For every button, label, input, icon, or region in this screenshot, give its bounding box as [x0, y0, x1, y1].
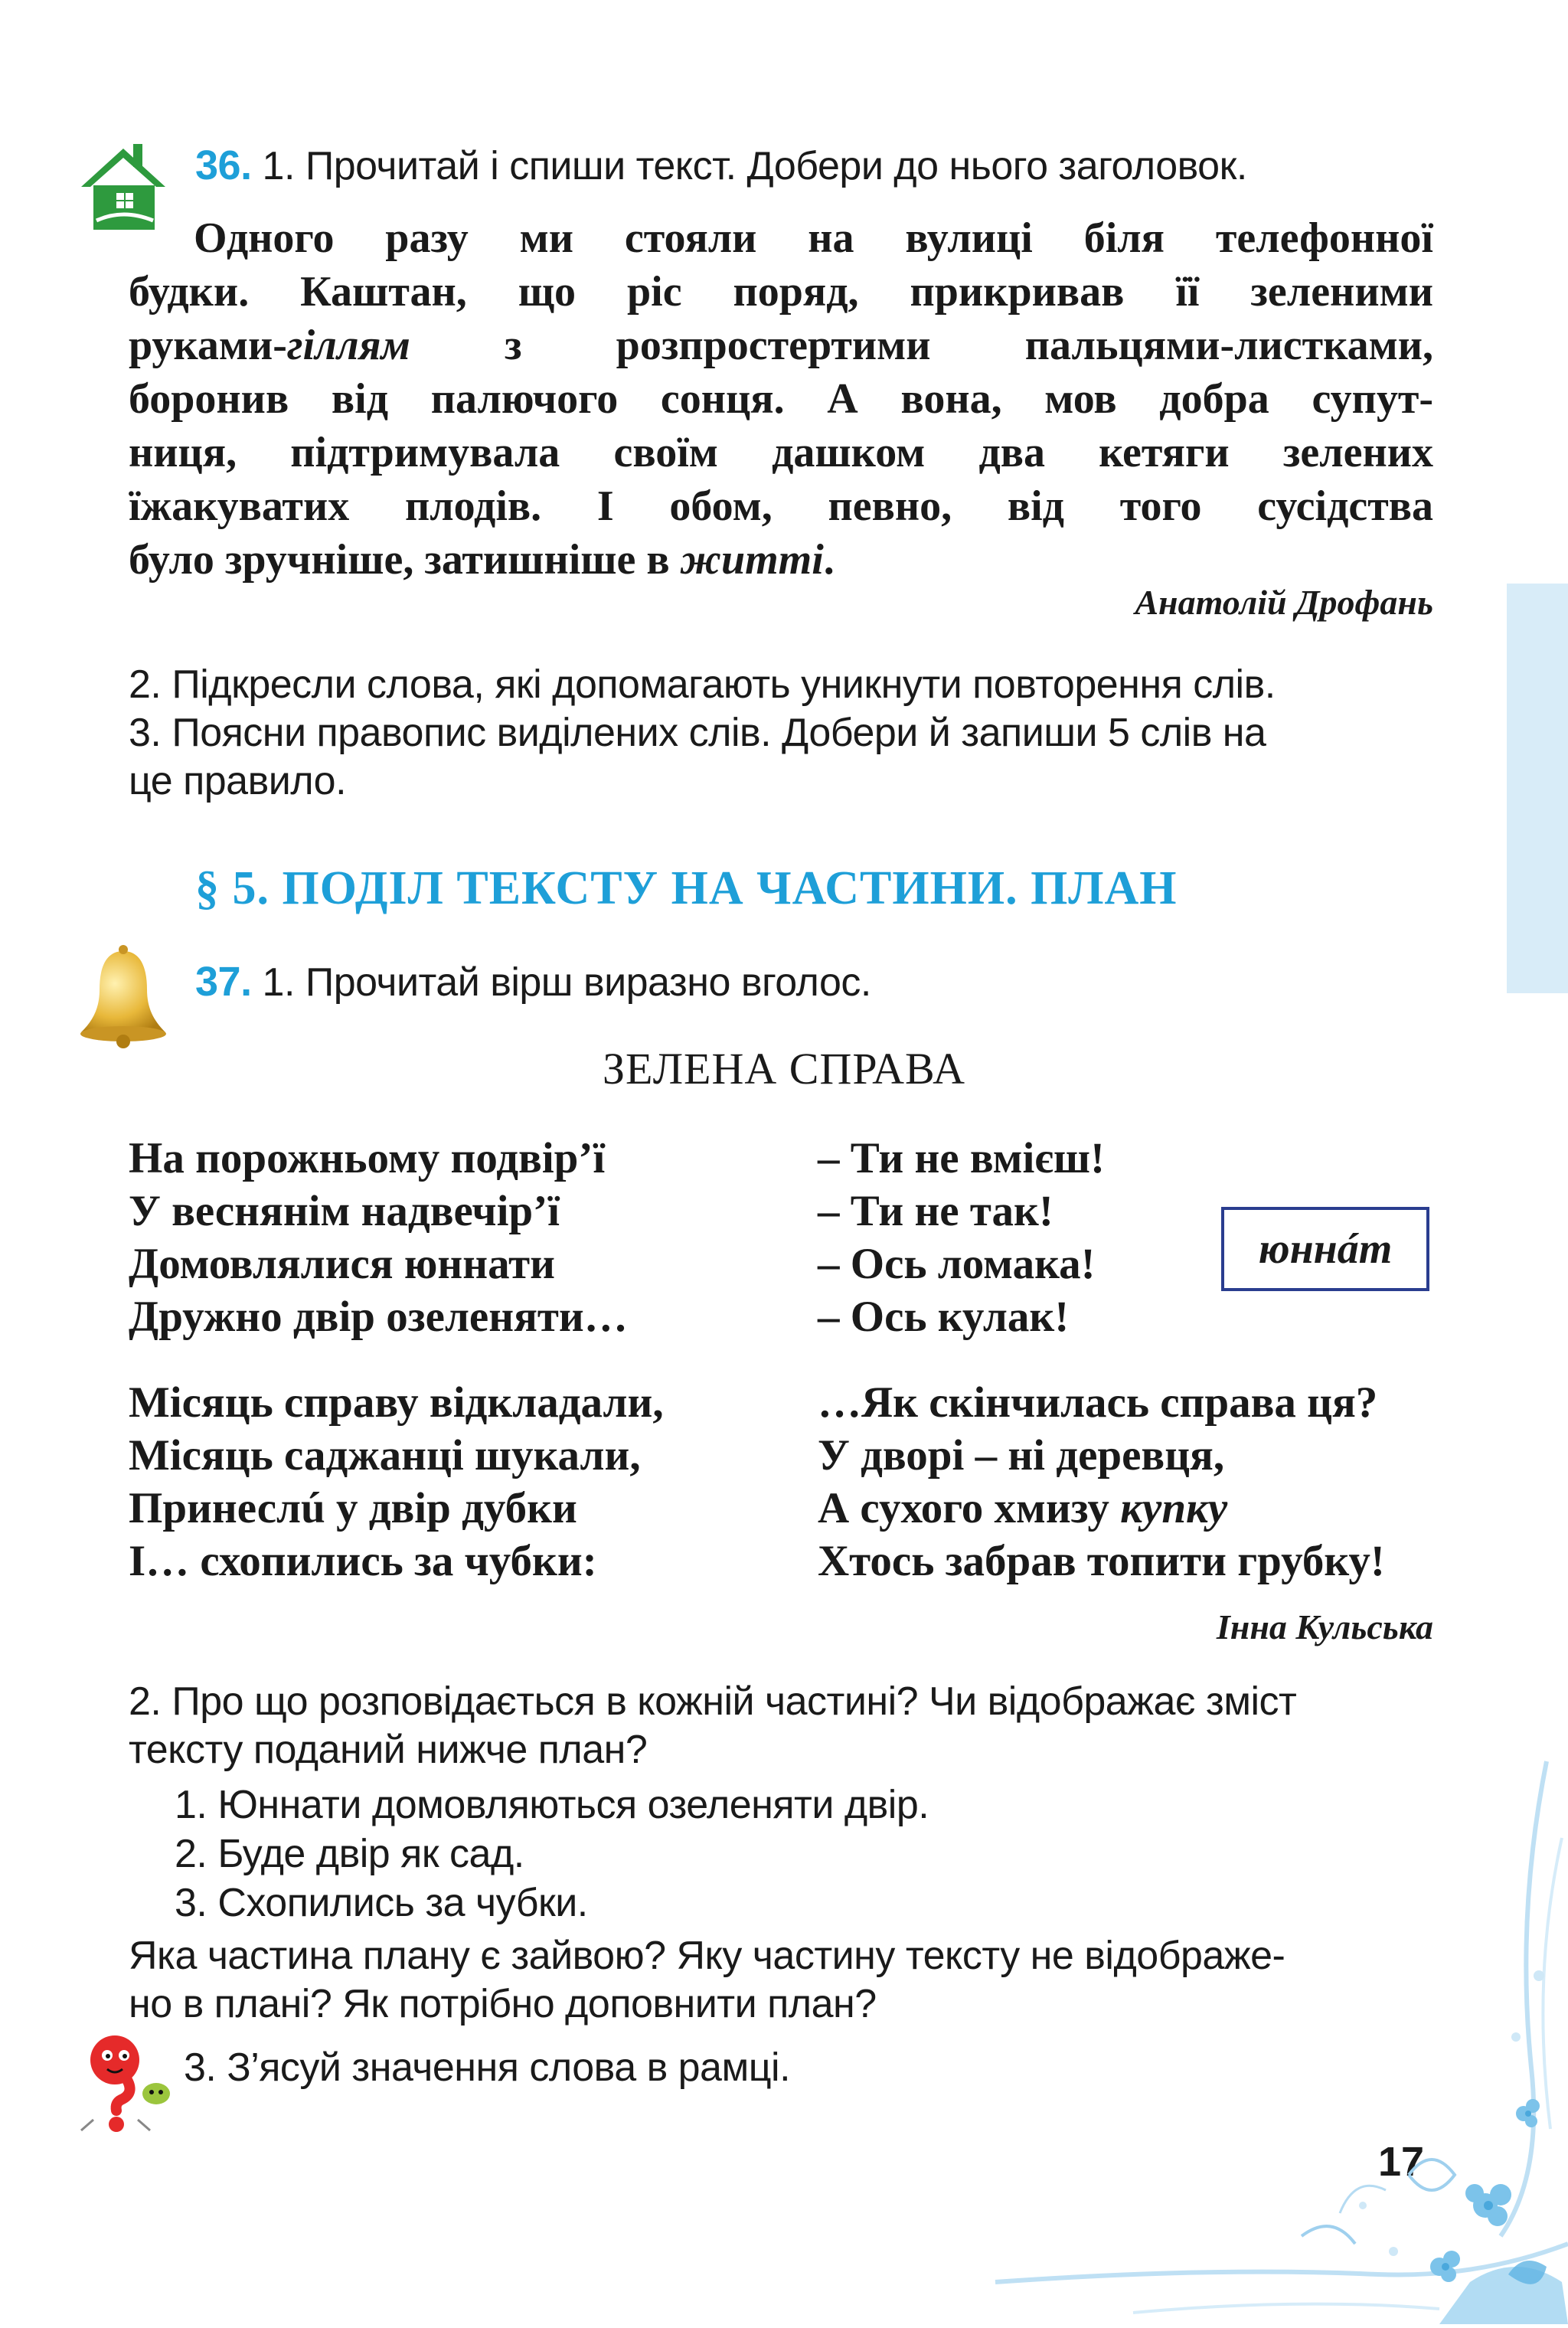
ex36-line-4: боронив від палючого сонця. А вона, мов добра супут- [129, 375, 1433, 423]
ex36-line-7a: було зручніше, затишніше в [129, 536, 681, 584]
side-tab-decoration [1507, 584, 1568, 993]
plan-item: 2. Буде двір як сад. [175, 1832, 524, 1876]
highlighted-word-zhytti: житті [680, 536, 824, 584]
verse-line: У дворі – ні деревця, [818, 1431, 1225, 1480]
ex36-task3-line2: це правило. [129, 759, 347, 803]
ex37-task1 [195, 957, 871, 1007]
section-heading: § 5. ПОДІЛ ТЕКСТУ НА ЧАСТИНИ. ПЛАН [195, 862, 1178, 914]
ex36-number: 36. [195, 142, 252, 188]
ex36-task3-line1: 3. Поясни правопис виділених слів. Добери й запиши 5 слів на [129, 711, 1266, 755]
ex37-task2-line1: 2. Про що розповідається в кожній частині? Чи відображає зміст [129, 1679, 1297, 1724]
ex36-author: Анатолій Дрофань [1135, 583, 1433, 622]
verse-line [818, 1482, 1385, 1535]
verse-line: У веснянім надвечір’ї [129, 1187, 560, 1235]
poem-title: ЗЕЛЕНА СПРАВА [603, 1044, 965, 1094]
verse-line: На порожньому подвір’ї [129, 1134, 606, 1182]
plan-list [175, 1780, 929, 1927]
ex36-line-7c: . [823, 536, 835, 584]
boxed-word: юннáт [1258, 1225, 1393, 1273]
ex36-line-5: ниця, підтримувала своїм дашком два кетяги зелених [129, 429, 1433, 476]
question-mascot-icon [70, 2029, 178, 2137]
verse-line: Дружно двір озеленяти… [129, 1293, 628, 1341]
stanza-3 [129, 1376, 664, 1587]
verse-line: Принеслú у двір дубки [129, 1484, 577, 1532]
ex37-number: 37. [195, 959, 252, 1005]
ex36-line-1: Одного разу ми стояли на вулиці біля телефонної [194, 214, 1433, 262]
verse-line: – Ось ломака! [818, 1240, 1096, 1288]
bell-icon [74, 942, 173, 1053]
highlighted-word-gillyam: гіллям [286, 322, 410, 369]
plan-item: 1. Юннати домовляються озеленяти двір. [175, 1783, 929, 1827]
verse-line-3a: А сухого хмизу [818, 1484, 1121, 1532]
stanza-2 [818, 1132, 1105, 1343]
ex36-line-2: будки. Каштан, що ріс поряд, прикривав її зеленими [129, 268, 1433, 316]
stanza-1 [129, 1132, 628, 1343]
page-number: 17 [1378, 2139, 1425, 2185]
ex36-task1-text: 1. Прочитай і спиши текст. Добери до нього заголовок. [262, 144, 1247, 188]
poem-author: Інна Кульська [1216, 1607, 1433, 1646]
ex36-line-7 [129, 533, 1433, 587]
highlighted-word-kupku: купку [1120, 1484, 1228, 1532]
ex36-task2: 2. Підкресли слова, які допомагають уникнути повторення слів. [129, 662, 1276, 707]
ex37-task1-text: 1. Прочитай вірш виразно вголос. [262, 960, 871, 1005]
ex37-question-line1: Яка частина плану є зайвою? Яку частину тексту не відображе- [129, 1934, 1285, 1978]
plan-item: 3. Схопились за чубки. [175, 1881, 588, 1925]
ex36-line-3 [129, 319, 1433, 372]
ex36-text [129, 211, 1433, 587]
verse-line: – Ти не так! [818, 1187, 1054, 1235]
verse-line: Місяць саджанці шукали, [129, 1431, 641, 1480]
verse-line: …Як скінчилась справа ця? [818, 1378, 1378, 1427]
ex37-task2-line2: тексту поданий нижче план? [129, 1728, 648, 1772]
ex36-line-3c: з розпростертими пальцями-листками, [410, 322, 1433, 369]
ex36-task1 [195, 141, 1247, 191]
verse-line: – Ти не вмієш! [818, 1134, 1106, 1182]
ex37-question-line2: но в плані? Як потрібно доповнити план? [129, 1982, 877, 2026]
boxed-word-frame [1221, 1207, 1429, 1291]
stanza-4 [818, 1376, 1385, 1587]
ex37-task3: 3. З’ясуй значення слова в рамці. [184, 2045, 791, 2090]
verse-line: Місяць справу відкладали, [129, 1378, 664, 1427]
verse-line: І… схопились за чубки: [129, 1537, 597, 1585]
ex36-line-6: їжакуватих плодів. І обом, певно, від того сусідства [129, 482, 1433, 530]
ex36-line-3a: руками- [129, 322, 287, 369]
verse-line: Хтось забрав топити грубку! [818, 1537, 1385, 1585]
verse-line: – Ось кулак! [818, 1293, 1070, 1341]
verse-line: Домовлялися юннати [129, 1240, 555, 1288]
floral-decoration [980, 1746, 1568, 2324]
